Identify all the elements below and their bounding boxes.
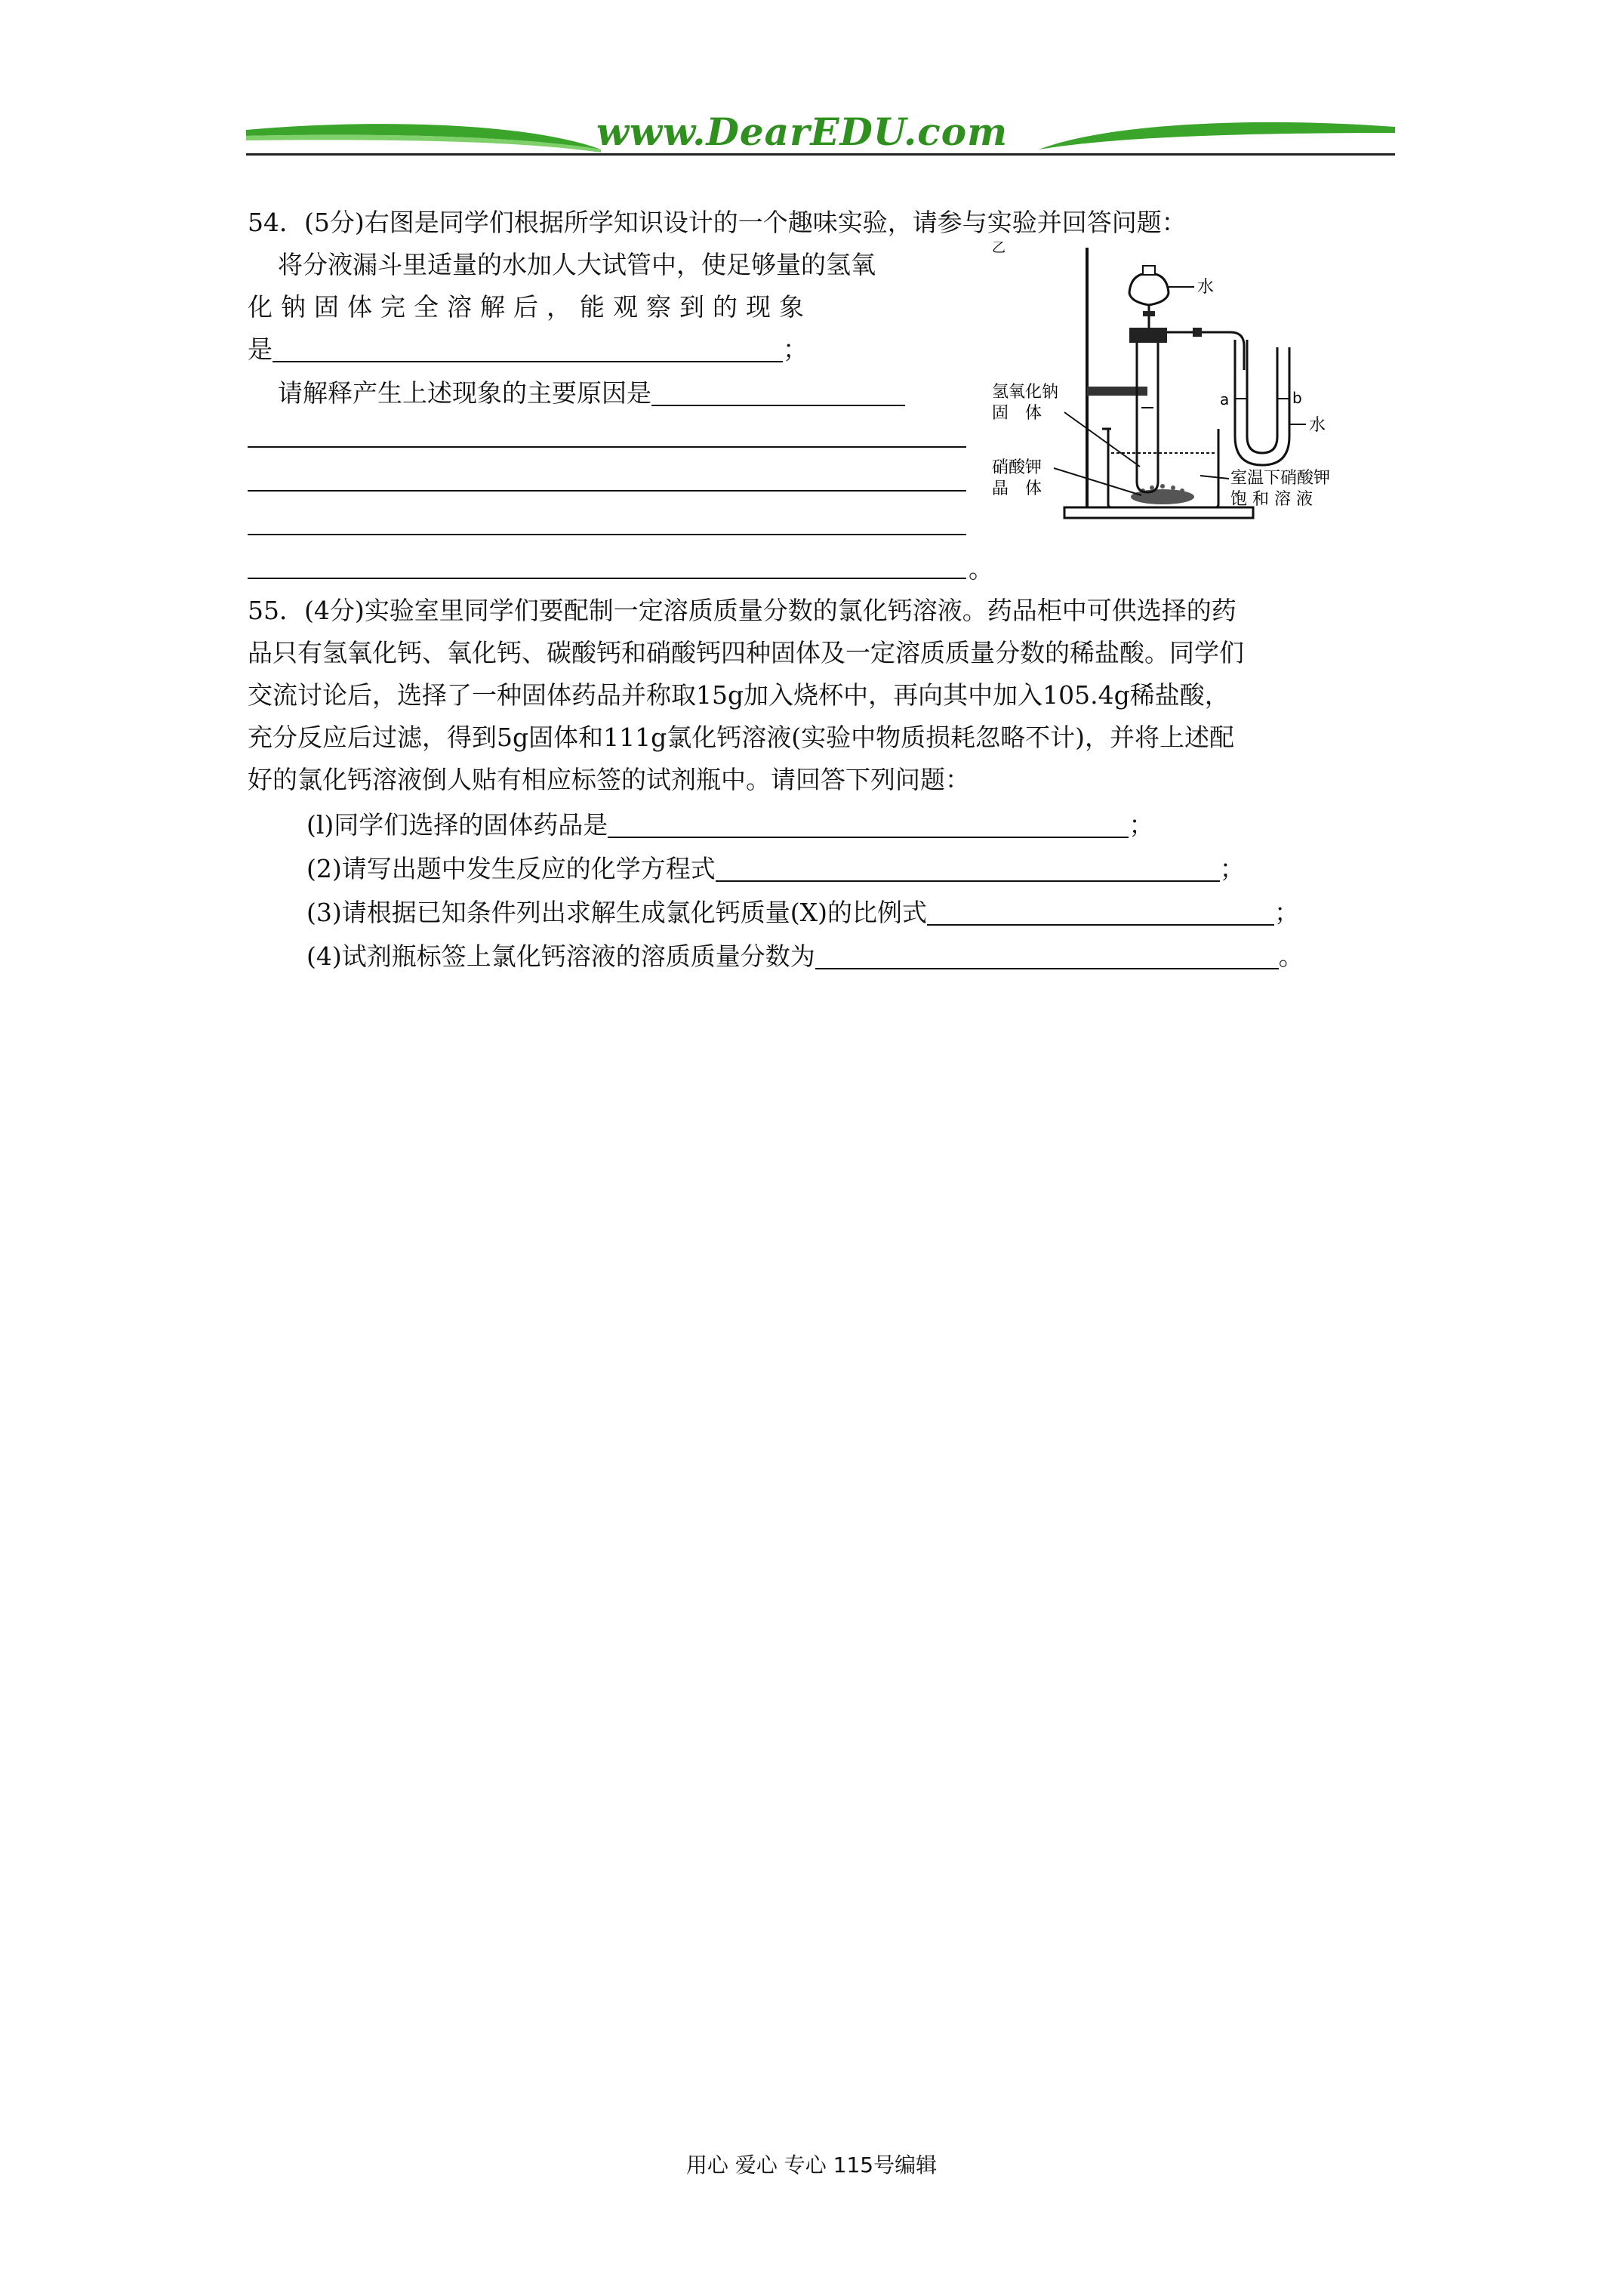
q55-sub2	[306, 852, 1245, 886]
q55-sub4-text: (4)试剂瓶标签上氯化钙溶液的溶质质量分数为	[306, 942, 815, 971]
q54-end-mark: 。	[969, 554, 993, 584]
q55-sub1-end: ；	[1129, 810, 1154, 840]
q55-sub3-text: (3)请根据已知条件列出求解生成氯化钙质量(X)的比例式	[306, 898, 927, 927]
label-b: b	[1292, 389, 1302, 407]
q54-line3-prefix: 是	[248, 334, 273, 364]
crystals	[1131, 484, 1194, 504]
q54-line4-text: 请解释产生上述现象的主要原因是	[278, 378, 651, 408]
label-water-right: 水	[1309, 416, 1326, 435]
stand-base	[1064, 507, 1253, 518]
q54-line1: 将分液漏斗里适量的水加人大试管中，使足够量的氢氧	[278, 250, 876, 279]
q54-answer-line-5[interactable]	[248, 534, 966, 535]
q54-answer-line-6[interactable]	[248, 578, 966, 579]
page-footer: 用心 爱心 专心 115号编辑	[685, 2153, 938, 2177]
clamp	[1087, 387, 1147, 396]
delivery-tube	[1167, 332, 1244, 370]
q54-answer-line-3[interactable]	[248, 446, 966, 448]
separatory-funnel	[1129, 273, 1169, 305]
q54-answer-blank-2[interactable]	[651, 379, 905, 406]
q55-sub4-answer-blank[interactable]	[815, 942, 1279, 969]
q55-sub4-end: 。	[1278, 942, 1304, 971]
experiment-figure	[981, 227, 1374, 544]
label-naoh-1: 氢氧化钠	[992, 383, 1059, 402]
q55-sub1	[306, 808, 1153, 843]
label-kno3-2: 晶 体	[992, 479, 1042, 498]
q55-line5: 好的氯化钙溶液倒人贴有相应标签的试剂瓶中。请回答下列问题：	[248, 765, 970, 794]
q55-sub2-answer-blank[interactable]	[716, 855, 1220, 882]
q55-sub1-text: (l)同学们选择的固体药品是	[306, 810, 608, 840]
header-rule	[246, 153, 1395, 156]
label-water-top: 水	[1197, 278, 1215, 297]
q55-sub3	[306, 895, 1299, 930]
test-tube	[1137, 340, 1158, 492]
label-saturated-2: 饱 和 溶 液	[1230, 490, 1313, 509]
q55-sub2-text: (2)请写出题中发生反应的化学方程式	[306, 854, 716, 883]
q55-sub4	[306, 939, 1304, 974]
q54-answer-line-4[interactable]	[248, 490, 966, 492]
label-a: a	[1220, 390, 1230, 408]
q54-line3	[248, 332, 808, 367]
q54-answer-blank-1[interactable]	[273, 335, 783, 362]
q55-sub1-answer-blank[interactable]	[608, 811, 1129, 838]
site-logo-text: www.DearEDU.com	[596, 109, 1009, 154]
q54-line4	[278, 376, 905, 411]
q55-sub2-end: ；	[1219, 854, 1245, 883]
q55-sub3-answer-blank[interactable]	[927, 898, 1274, 926]
q55-sub3-end: ；	[1274, 898, 1299, 927]
q54-title: 54．(5分)右图是同学们根据所学知识设计的一个趣味实验，请参与实验并回答问题：	[248, 208, 1187, 237]
q55-line4: 充分反应后过滤，得到5g固体和111g氯化钙溶液(实验中物质损耗忽略不计)，并将上述配	[248, 723, 1234, 752]
q55-line1: 55．(4分)实验室里同学们要配制一定溶质质量分数的氯化钙溶液。药品柜中可供选择的药	[248, 596, 1236, 625]
q55-line3: 交流讨论后，选择了一种固体药品并称取15g加入烧杯中，再向其中加入105.4g稀盐酸，	[248, 680, 1230, 710]
swoosh-right	[1039, 122, 1395, 149]
u-tube-inner	[1247, 340, 1277, 453]
label-naoh-2: 固 体	[992, 404, 1042, 423]
q54-line3-suffix: ；	[783, 334, 808, 364]
label-saturated-1: 室温下硝酸钾	[1230, 469, 1331, 488]
q55-line2: 品只有氢氧化钙、氧化钙、碳酸钙和硝酸钙四种固体及一定溶质质量分数的稀盐酸。同学们	[248, 638, 1244, 667]
stopper	[1129, 328, 1167, 343]
label-kno3-1: 硝酸钾	[992, 458, 1042, 477]
q54-line2: 化钠固体完全溶解后，能观察到的现象	[248, 292, 812, 322]
figure-corner-mark: 乙	[992, 240, 1006, 256]
funnel-stopcock	[1143, 311, 1155, 316]
